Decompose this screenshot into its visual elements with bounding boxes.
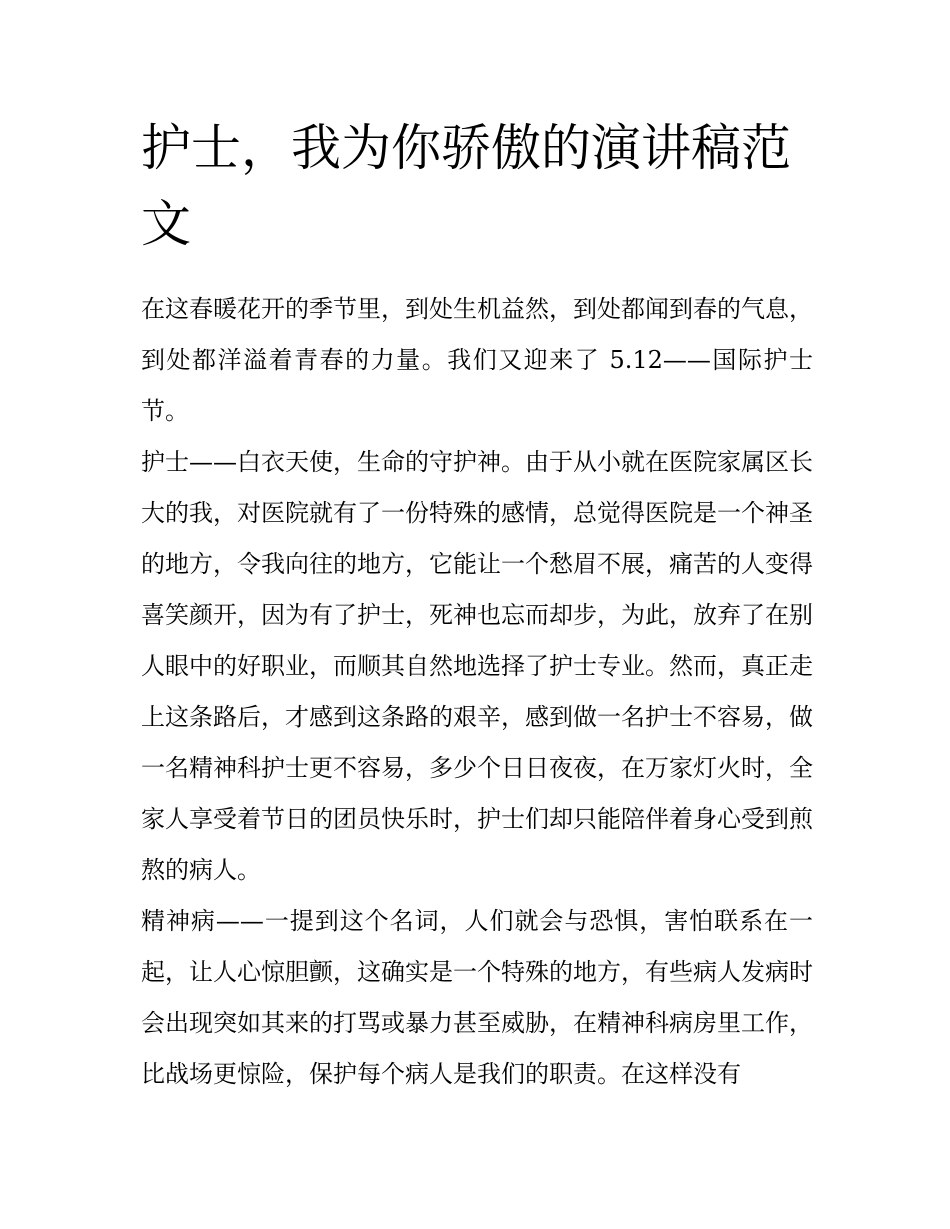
paragraph-white-angel: 护士——白衣天使，生命的守护神。由于从小就在医院家属区长大的我，对医院就有了一份特殊的感情，总觉得医院是一个神圣的地方，令我向往的地方，它能让一个愁眉不展，痛苦的人变得喜笑颜开，因为有了护士，死神也忘而却步，为此，放弃了在别人眼中的好职业，而顺其自然地选择了护士专业。然而，真正走上这条路后，才感到这条路的艰辛，感到做一名护士不容易，做一名精神科护士更不容易，多少个日日夜夜，在万家灯火时，全家人享受着节日的团员快乐时，护士们却只能陪伴着身心受到煎熬的病人。 [141, 448, 813, 884]
document-title: 护士，我为你骄傲的演讲稿范文 [141, 119, 791, 253]
paragraph-psychiatric-care: 精神病——一提到这个名词，人们就会与恐惧，害怕联系在一起，让人心惊胆颤，这确实是一个特殊的地方，有些病人发病时会出现突如其来的打骂或暴力甚至威胁，在精神科病房里工作，比战场更惊险，保护每个病人是我们的职责。在这样没有 [141, 907, 813, 1088]
document-body [141, 110, 813, 1100]
paragraph-nurses-day: 在这春暖花开的季节里，到处生机益然，到处都闻到春的气息，到处都洋溢着青春的力量。我们又迎来了 5.12——国际护士节。 [141, 295, 813, 425]
